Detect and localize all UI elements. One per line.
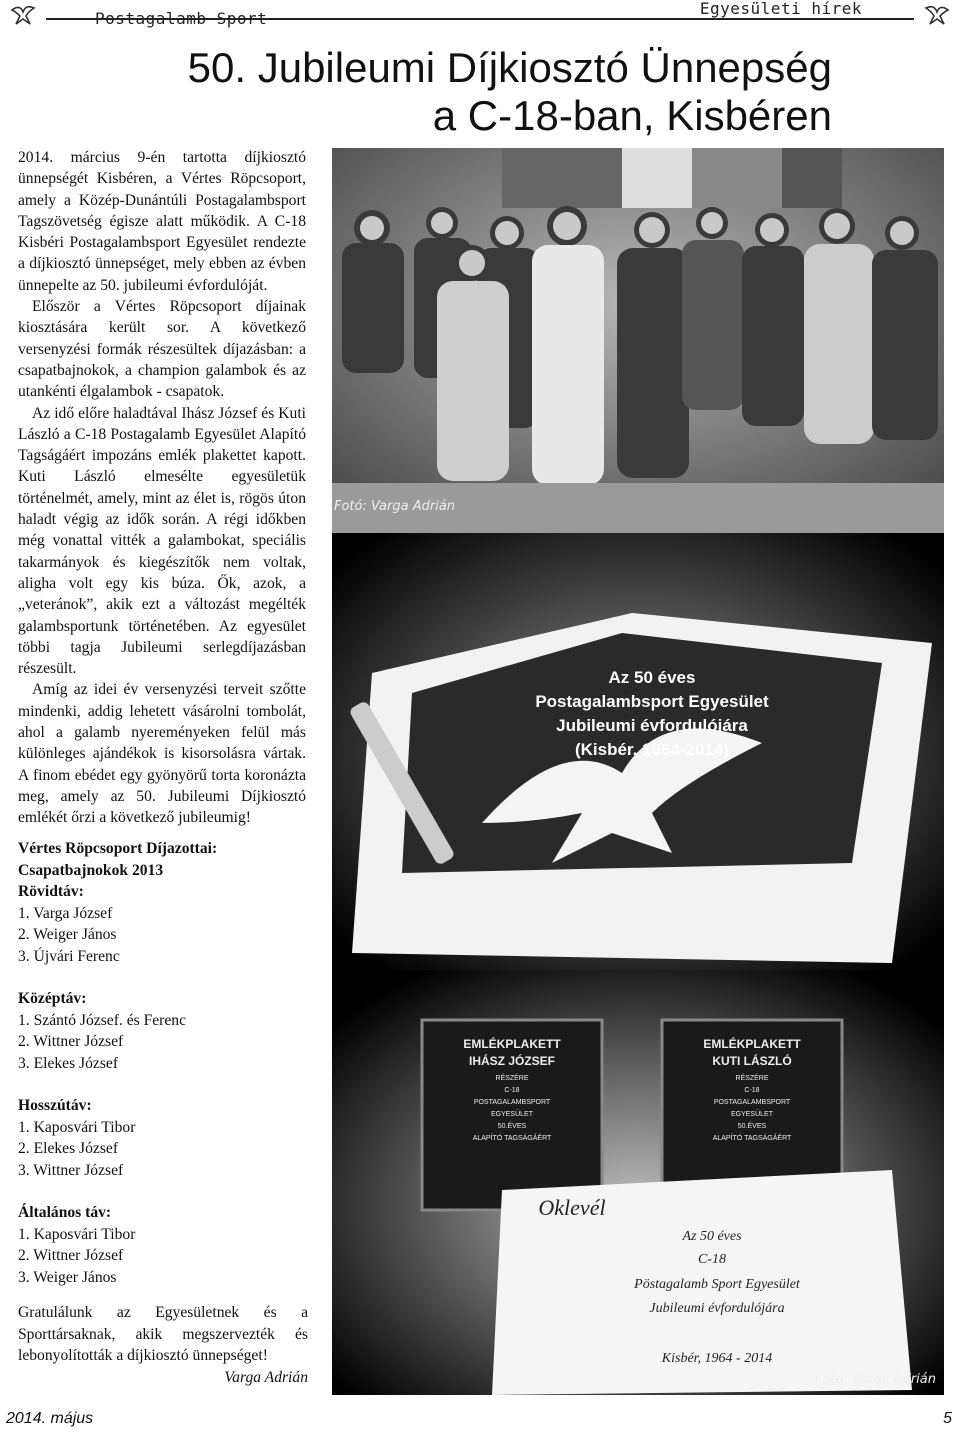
awards-heading: Vértes Röpcsoport Díjazottai: bbox=[18, 840, 218, 857]
plaque2-line-8: ALAPÍTÓ TAGSÁGÁÉRT bbox=[712, 1135, 792, 1142]
award-item: 1. Varga József bbox=[18, 904, 113, 922]
award-group-title: Rövidtáv: bbox=[18, 883, 84, 900]
award-group-title: Középtáv: bbox=[18, 990, 87, 1007]
plaque2-line-2: KUTI LÁSZLÓ bbox=[712, 1054, 792, 1068]
diploma-title: Oklevél bbox=[538, 1195, 606, 1220]
article-paragraph: 2014. március 9-én tartotta díjkiosztó ünnepségét Kisbéren, a Vértes Röpcsoport, amely a Közép-Dunántúli Postagalambsport Tagszövetség égisze alatt működik. A C-18 Kisbéri Postagalambsport Egyesület rendezte a díjkiosztó ünnepséget, mely ebben az évben ünnepelte az 50. jubileumi évfordulóját. bbox=[18, 149, 306, 294]
award-item: 1. Kaposvári Tibor bbox=[18, 1118, 136, 1136]
footer-date: 2014. május bbox=[6, 1410, 94, 1427]
cake-text-3: Jubileumi évfordulójára bbox=[556, 716, 748, 735]
diploma-line-3: Pöstagalamb Sport Egyesület bbox=[634, 1277, 800, 1292]
award-group-title: Hosszútáv: bbox=[18, 1097, 92, 1114]
plaque1-line-4: C-18 bbox=[504, 1087, 520, 1094]
closing-note bbox=[18, 1302, 308, 1388]
diploma-line-1: Az 50 éves bbox=[682, 1229, 742, 1244]
award-item: 3. Újvári Ferenc bbox=[18, 947, 120, 965]
closing-text: Gratulálunk az Egyesületnek és a Sporttársaknak, akik megszervezték és lebonyolították a díjkiosztó ünnepséget! bbox=[18, 1304, 308, 1364]
award-item: 3. Elekes József bbox=[18, 1054, 119, 1072]
dove-logo-icon bbox=[8, 2, 38, 30]
award-item: 3. Wittner József bbox=[18, 1161, 124, 1179]
plaque2-line-5: POSTAGALAMBSPORT bbox=[713, 1099, 791, 1106]
award-item: 3. Weiger János bbox=[18, 1268, 117, 1286]
plaque1-line-1: EMLÉKPLAKETT bbox=[463, 1037, 561, 1051]
diploma-line-5: Kisbér, 1964 - 2014 bbox=[661, 1351, 773, 1366]
header-publication: Postagalamb Sport bbox=[95, 9, 268, 28]
awards-subheading: Csapatbajnokok 2013 bbox=[18, 861, 164, 879]
award-item: 2. Weiger János bbox=[18, 926, 117, 943]
title-line-2: a C-18-ban, Kisbéren bbox=[432, 92, 832, 139]
award-item: 1. Kaposvári Tibor bbox=[18, 1225, 136, 1243]
page-number: 5 bbox=[943, 1410, 952, 1427]
dove-logo-icon bbox=[922, 2, 952, 30]
diploma-line-2: C-18 bbox=[698, 1252, 726, 1267]
group-photo bbox=[332, 148, 944, 533]
award-group-title: Általános táv: bbox=[18, 1204, 112, 1221]
plaque2-line-7: 50.ÉVES bbox=[737, 1123, 767, 1130]
article-title bbox=[188, 44, 832, 140]
plaque2-line-6: EGYESÜLET bbox=[730, 1111, 774, 1118]
plaque2-line-3: RÉSZÉRE bbox=[735, 1075, 769, 1082]
article-paragraph: Először a Vértes Röpcsoport díjainak kiosztására került sor. A következő versenyzési formák részesültek díjazásban: a csapatbajnokok, a champion galambok és az utankénti élgalambok - csapatok. bbox=[18, 298, 306, 401]
plaque2-line-1: EMLÉKPLAKETT bbox=[703, 1037, 801, 1051]
cake-text-2: Postagalambsport Egyesület bbox=[535, 692, 769, 711]
article-paragraph: Amíg az idei év versenyzési terveit szőtte mindenki, addig lehetett vásárolni tombolát, ahol a galamb nyereményeken felül más különleges ajándékok is kisorsolásra vártak. A finom ebédet egy gyönyörű torta koronázta meg, amely az 50. Jubileumi Díjkiosztó emlékét őrzi a következő jubileumig! bbox=[18, 681, 306, 827]
header-section: Egyesületi hírek bbox=[699, 0, 862, 18]
diploma-line-4: Jubileumi évfordulójára bbox=[649, 1301, 785, 1316]
award-item: 1. Szántó József. és Ferenc bbox=[18, 1011, 187, 1029]
award-item: 2. Wittner József bbox=[18, 1247, 124, 1264]
cake-text-1: Az 50 éves bbox=[608, 668, 696, 687]
plaque1-line-2: IHÁSZ JÓZSEF bbox=[468, 1054, 556, 1068]
author-signature: Varga Adrián bbox=[224, 1368, 308, 1386]
cake-text-4: (Kisbér, 1964-2014) bbox=[574, 740, 730, 759]
cake-photo bbox=[332, 533, 944, 970]
plaques-photo bbox=[332, 970, 944, 1395]
plaque2-line-4: C-18 bbox=[744, 1087, 760, 1094]
plaque1-line-7: 50.ÉVES bbox=[497, 1123, 527, 1130]
awards-list bbox=[18, 838, 308, 1288]
award-item: 2. Wittner József bbox=[18, 1033, 124, 1050]
plaque1-line-8: ALAPÍTÓ TAGSÁGÁÉRT bbox=[472, 1135, 552, 1142]
article-paragraph: Az idő előre haladtával Ihász József és Kuti László a C-18 Postagalamb Egyesület Alapító Tagságáért impozáns emlék plakettet kapott. Kuti László elmesélte egyesületük történelmét, amely, mint az élet is, rögös úton haladt végig az idők során. A régi időkben még vonattal vitték a galambokat, speciális takarmányok és kiegészítők nem voltak, aligha volt egy kis búza. Ők, azok, a „veteránok”, akik ezt a változást megélték galambsportunk történetében. Az egyesület többi tagja Jubileumi serlegdíjazásban részesült. bbox=[18, 404, 306, 678]
plaque1-line-5: POSTAGALAMBSPORT bbox=[473, 1099, 551, 1106]
title-line-1: 50. Jubileumi Díjkiosztó Ünnepség bbox=[187, 44, 832, 91]
article-body bbox=[18, 147, 306, 829]
plaque1-line-3: RÉSZÉRE bbox=[495, 1075, 529, 1082]
award-item: 2. Elekes József bbox=[18, 1140, 119, 1157]
photo-credit: Fotó: Varga Adrián bbox=[334, 499, 456, 514]
plaque1-line-6: EGYESÜLET bbox=[490, 1111, 534, 1118]
photo-credit: Fotó: Varga Adrián bbox=[814, 1372, 936, 1387]
